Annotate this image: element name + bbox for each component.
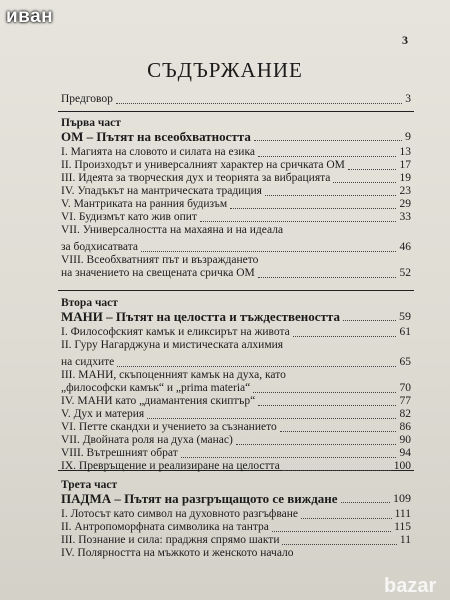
toc-entry-title: II. Антропоморфната символика на тантра [61,521,269,533]
toc-entry-title: I. Лотосът като символ на духовното разгъфване [61,508,299,520]
bazar-logo [380,562,450,600]
toc-entry-page: 19 [399,172,411,184]
toc-entry [61,309,411,324]
toc-entry-page: 109 [393,491,411,505]
toc-entry-title: IV. МАНИ като „диамантения скиптър“ [61,395,256,407]
toc-leader-dots [141,251,396,252]
toc-leader-dots [333,182,396,183]
toc-entry-title: V. Дух и материя [61,408,145,420]
toc-entry-title: на значението на свещената сричка ОМ [61,267,255,279]
toc-entry [61,223,411,238]
toc-leader-dots [265,195,396,196]
toc-entry-page: 94 [399,447,411,459]
toc-leader-dots [258,277,396,278]
toc-entry-page: 111 [394,508,411,520]
toc-leader-dots [348,169,396,170]
toc-entry-title: V. Мантриката на ранния будизъм [61,198,228,210]
toc-entry [61,266,411,281]
toc-leader-dots [258,156,396,157]
toc-entry [61,491,411,506]
toc-entry-title: Първа част [61,117,121,129]
toc-entry-page: 46 [399,241,411,253]
toc-entry-page: 100 [393,460,411,472]
toc-entry-page: 9 [405,129,411,143]
toc-leader-dots [200,221,396,222]
toc-entry-page: 3 [405,93,411,105]
toc-entry-title: за бодхисатвата [61,241,138,253]
toc-entry-title: II. Гуру Нагарджуна и мистическата алхимия [61,339,284,351]
toc-leader-dots [254,140,402,141]
toc-entry-page: 86 [399,421,411,433]
toc-entry-page: 70 [399,382,411,394]
toc-leader-dots [236,444,396,445]
toc-entry-page: 65 [399,356,411,368]
toc-entry-page: 29 [399,198,411,210]
toc-entry-title: на сидхите [61,356,115,368]
toc-entry-page: 23 [399,185,411,197]
toc-entry [61,459,411,474]
toc-entry [61,546,411,561]
toc-leader-dots [147,418,396,419]
toc-entry-title: МАНИ – Пътят на целостта и тъждествеността [61,309,340,324]
toc-entry-page: 90 [399,434,411,446]
toc-entry-page: 82 [399,408,411,420]
toc-entry-title: Предговор [61,93,113,105]
toc-entry-title: IX. Превръщение и реализиране на целостта [61,460,280,472]
toc-entry-title: „философски камък“ и „prima materia“ [61,382,251,394]
toc-entry-page: 115 [394,521,411,533]
toc-entry [61,338,411,353]
toc-entry-title: VIII. Всеобхватният път и възраждането [61,254,259,266]
toc-entry-title: II. Произходът и универсалният характер на сричката ОМ [61,159,345,171]
toc-entry-title: I. Магията на словото и силата на езика [61,146,255,158]
toc-leader-dots [230,208,396,209]
toc-entry-title: Втора част [61,297,118,309]
toc-entry-title: VIII. Вътрешният обрат [61,447,178,459]
toc-leader-dots [253,392,396,393]
toc-leader-dots [272,531,391,532]
toc-entry-title: VII. Универсалността на махаяна и на идеала [61,224,284,236]
toc-entry-page: 33 [399,211,411,223]
toc-leader-dots [343,320,396,321]
logo-wordmark: bazar [384,575,437,597]
toc-entry-title: VI. Будизмът като жив опит [61,211,197,223]
toc-entry-title: I. Философският камък и еликсирът на живота [61,326,290,338]
toc-entry-page: 17 [399,159,411,171]
toc-leader-dots [116,103,402,104]
toc-leader-dots [258,405,396,406]
toc-leader-dots [301,518,392,519]
toc-leader-dots [181,457,396,458]
toc-entry-title: ОМ – Пътят на всеобхватността [61,129,251,144]
toc-leader-dots [283,470,391,471]
toc-entry [61,92,411,107]
toc-entry-title: ПАДМА – Пътят на разгръщащото се виждане [61,491,338,506]
toc-entry-page: 52 [399,267,411,279]
toc-entry-title: Трета част [61,479,118,491]
toc-entry-page: 59 [399,309,411,323]
page-number: 3 [402,33,408,47]
toc-entry-page: 77 [399,395,411,407]
toc-entry-title: IV. Полярността на мъжкото и женското начало [61,547,294,559]
toc-entry-title: IV. Упадъкът на мантрическата традиция [61,185,262,197]
toc-entry-title: VI. Петте скандхи и учението за съзнанието [61,421,277,433]
page-title: СЪДЪРЖАНИЕ [147,58,303,82]
toc-entry-title: III. Познание и сила: праджня спрямо шакти [61,534,280,546]
toc-leader-dots [117,366,396,367]
toc-entry-page: 11 [399,534,411,546]
toc-entry-page: 61 [399,326,411,338]
toc-entry-title: VII. Двойната роля на духа (манас) [61,434,233,446]
toc-leader-dots [282,544,397,545]
toc-leader-dots [280,431,396,432]
toc-leader-dots [341,502,390,503]
toc-entry [61,129,411,144]
toc-entry-page: 13 [399,146,411,158]
toc-entry-title: III. МАНИ, скъпоценният камък на духа, като [61,369,286,381]
watermark-label: иван [6,6,54,27]
toc-leader-dots [293,336,396,337]
toc-entry-title: III. Идеята за творческия дух и теорията за вибрацията [61,172,331,184]
section-divider [58,111,414,112]
section-divider [58,290,414,291]
